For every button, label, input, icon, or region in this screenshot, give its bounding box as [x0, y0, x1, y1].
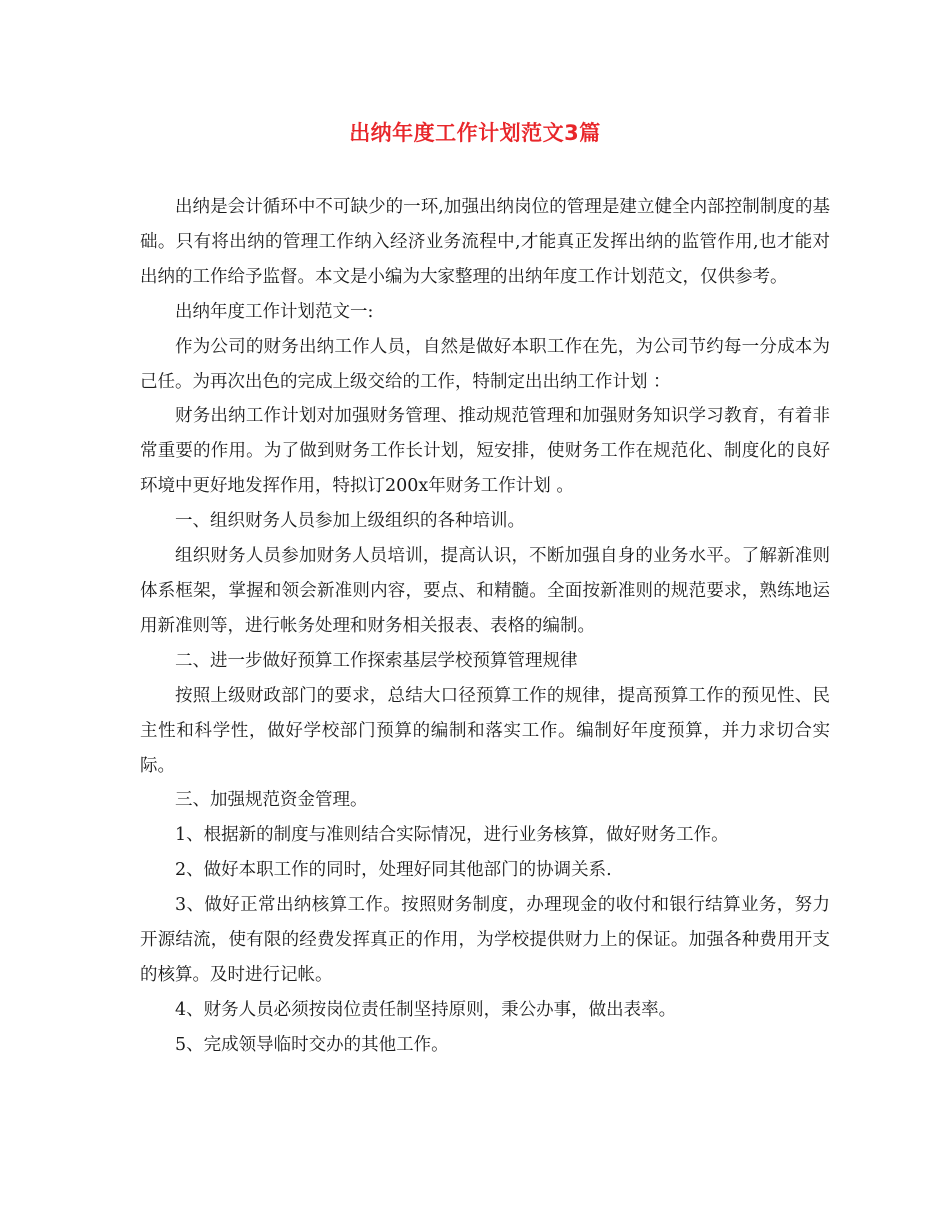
paragraph-intro: 出纳是会计循环中不可缺少的一环,加强出纳岗位的管理是建立健全内部控制制度的基础。只有将出纳的管理工作纳入经济业务流程中,才能真正发挥出纳的监管作用,也才能对出纳的工作给予监督。本文是小编为大家整理的出纳年度工作计划范文，仅供参考。	[140, 197, 830, 287]
list-item: 1、根据新的制度与准则结合实际情况，进行业务核算，做好财务工作。	[175, 825, 729, 846]
paragraph: 按照上级财政部门的要求，总结大口径预算工作的规律，提高预算工作的预见性、民主性和科学性，做好学校部门预算的编制和落实工作。编制好年度预算，并力求切合实际。	[140, 685, 830, 776]
list-item: 2、做好本职工作的同时，处理好同其他部门的协调关系.	[175, 860, 612, 881]
paragraph: 组织财务人员参加财务人员培训，提高认识，不断加强自身的业务水平。了解新准则体系框架，掌握和领会新准则内容，要点、和精髓。全面按新准则的规范要求，熟练地运用新准则等，进行帐务处理和财务相关报表、表格的编制。	[140, 546, 830, 636]
paragraph: 作为公司的财务出纳工作人员，自然是做好本职工作在先，为公司节约每一分成本为己任。为再次出色的完成上级交给的工作，特制定出出纳工作计划 ：	[140, 336, 830, 392]
section-heading-training: 一、组织财务人员参加上级组织的各种培训。	[175, 511, 525, 532]
section-heading-funds: 三、加强规范资金管理。	[175, 790, 368, 811]
list-item: 3、做好正常出纳核算工作。按照财务制度，办理现金的收付和银行结算业务，努力开源结流，使有限的经费发挥真正的作用，为学校提供财力上的保证。加强各种费用开支的核算。及时进行记帐。	[140, 895, 830, 985]
list-item: 5、完成领导临时交办的其他工作。	[175, 1034, 449, 1055]
list-item: 4、财务人员必须按岗位责任制坚持原则，秉公办事，做出表率。	[175, 999, 677, 1020]
paragraph: 财务出纳工作计划对加强财务管理、推动规范管理和加强财务知识学习教育，有着非常重要的作用。为了做到财务工作长计划，短安排，使财务工作在规范化、制度化的良好环境中更好地发挥作用，特拟订200x年财务工作计划 。	[140, 406, 830, 497]
document-body	[140, 190, 830, 1063]
section-heading-budget: 二、进一步做好预算工作探索基层学校预算管理规律	[175, 650, 578, 671]
paragraph-heading-sample-one: 出纳年度工作计划范文一:	[175, 301, 374, 322]
document-title: 出纳年度工作计划范文3篇	[349, 121, 601, 145]
